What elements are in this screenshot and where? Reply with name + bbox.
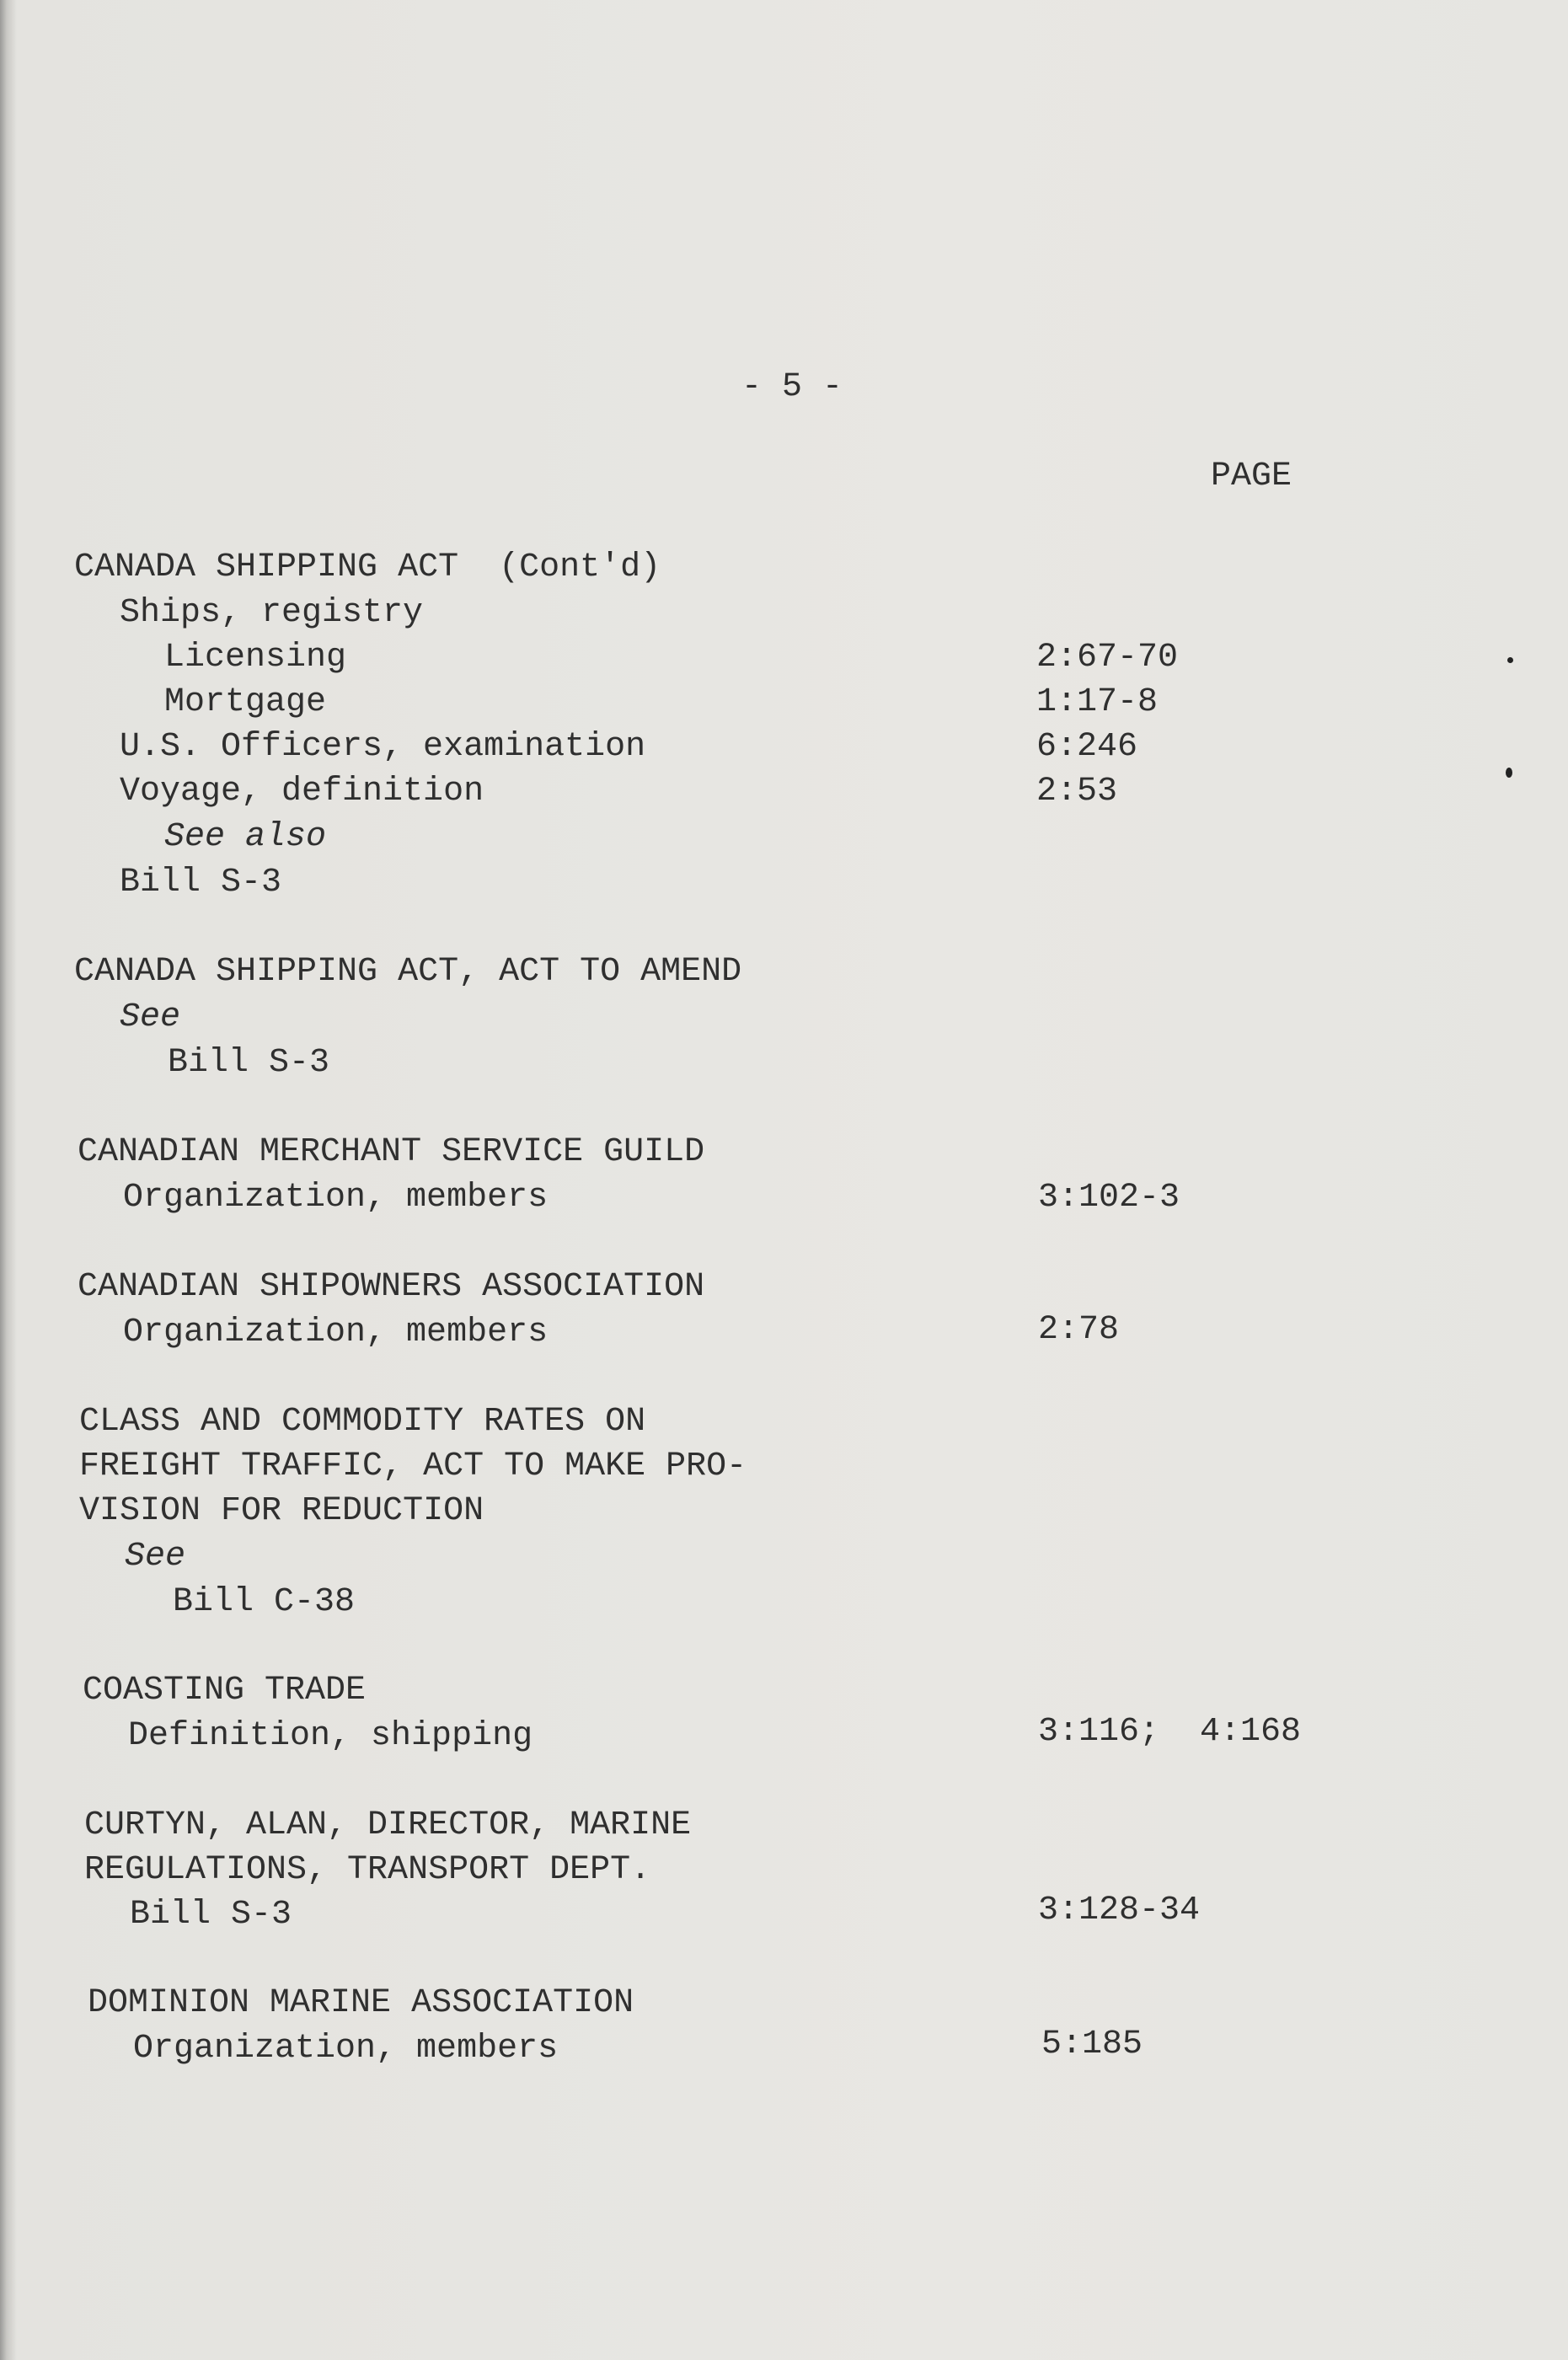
page-reference: 2:53 — [1036, 773, 1118, 811]
subentry: Mortgage — [164, 683, 327, 721]
page-reference: 2:67-70 — [1036, 639, 1179, 677]
subentry: Organization, members — [123, 1314, 549, 1351]
page-reference: 2:78 — [1038, 1311, 1120, 1349]
see-also-label: See also — [164, 818, 327, 856]
page-reference: 3:128-34 — [1038, 1892, 1201, 1929]
page-column-header: PAGE — [1211, 458, 1292, 495]
cross-reference: Bill S-3 — [168, 1044, 330, 1082]
page-reference: 1:17-8 — [1036, 683, 1159, 721]
ink-speck — [1507, 657, 1513, 663]
page-reference: 6:246 — [1036, 728, 1138, 766]
subentry: Licensing — [164, 639, 347, 677]
page-number: - 5 - — [741, 368, 843, 406]
cross-reference: Bill S-3 — [130, 1896, 292, 1934]
entry-heading: CANADIAN MERCHANT SERVICE GUILD — [78, 1133, 705, 1171]
page-reference: 5:185 — [1041, 2026, 1143, 2063]
cross-reference: Bill C-38 — [173, 1583, 356, 1621]
subentry: Organization, members — [123, 1179, 549, 1217]
page-reference: 3:102-3 — [1038, 1179, 1180, 1217]
cross-reference: Bill S-3 — [120, 864, 282, 902]
page-reference: 3:116; 4:168 — [1038, 1713, 1302, 1751]
subentry: Organization, members — [133, 2030, 559, 2068]
entry-heading: REGULATIONS, TRANSPORT DEPT. — [84, 1851, 651, 1889]
entry-heading: CANADIAN SHIPOWNERS ASSOCIATION — [78, 1268, 705, 1306]
entry-heading: VISION FOR REDUCTION — [79, 1492, 484, 1530]
subentry: Ships, registry — [120, 594, 424, 632]
see-label: See — [125, 1538, 186, 1576]
entry-heading: DOMINION MARINE ASSOCIATION — [88, 1984, 634, 2022]
subentry: Voyage, definition — [120, 773, 484, 811]
see-label: See — [120, 998, 181, 1036]
subentry: U.S. Officers, examination — [120, 728, 646, 766]
subentry: Definition, shipping — [128, 1717, 533, 1755]
ink-speck — [1506, 768, 1512, 778]
entry-heading: CURTYN, ALAN, DIRECTOR, MARINE — [84, 1806, 692, 1844]
entry-heading: FREIGHT TRAFFIC, ACT TO MAKE PRO- — [79, 1448, 747, 1485]
entry-heading: COASTING TRADE — [83, 1672, 367, 1710]
entry-heading: CLASS AND COMMODITY RATES ON — [79, 1403, 646, 1441]
entry-heading: CANADA SHIPPING ACT (Cont'd) — [74, 549, 661, 586]
entry-heading: CANADA SHIPPING ACT, ACT TO AMEND — [74, 953, 742, 991]
